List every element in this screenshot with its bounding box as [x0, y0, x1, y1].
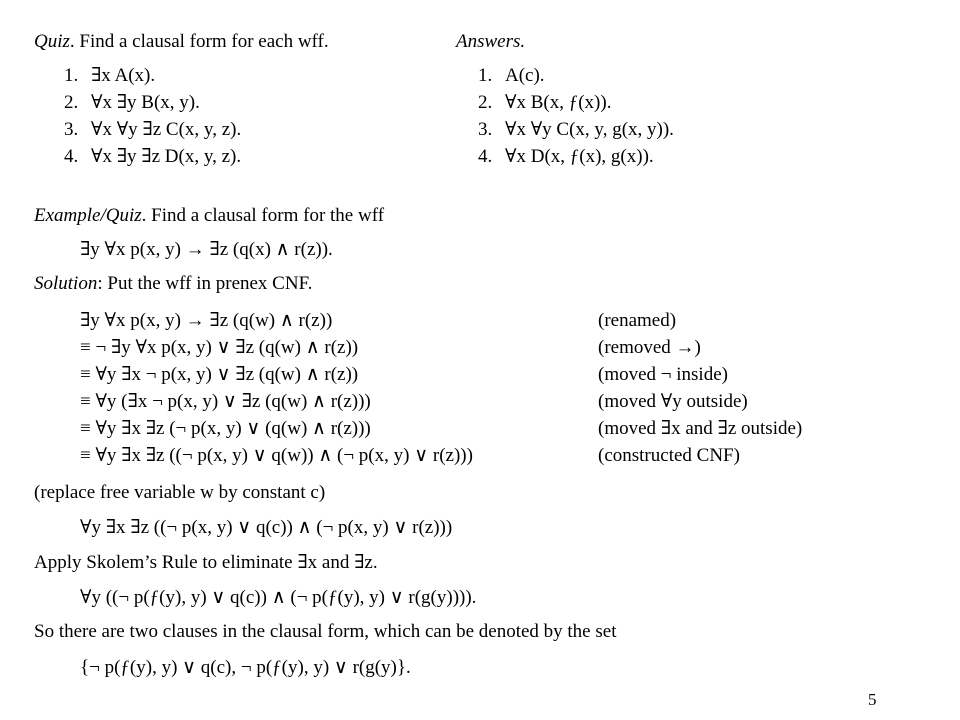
derivation-step-formula: ≡ ∀y ∃x ∃z ((¬ p(x, y) ∨ q(w)) ∧ (¬ p(x, y) ∨ r(z))): [80, 445, 473, 466]
quiz-item-formula: ∀x ∃y B(x, y).: [91, 92, 200, 113]
quiz-heading: [34, 30, 329, 54]
quiz-item-formula: ∀x ∀y ∃z C(x, y, z).: [91, 119, 242, 140]
clause-set: {¬ p(ƒ(y), y) ∨ q(c), ¬ p(ƒ(y), y) ∨ r(g(y)}.: [80, 657, 411, 678]
skolem-text: Apply Skolem’s Rule to eliminate ∃x and ∃z.: [34, 552, 378, 573]
quiz-heading-label: Quiz: [34, 31, 70, 52]
answer-item-formula: A(c).: [505, 65, 545, 86]
quiz-item-number: 3.: [64, 119, 79, 140]
answer-item-number: 2.: [478, 92, 493, 113]
quiz-item-number: 4.: [64, 146, 79, 167]
answer-item-formula: ∀x D(x, ƒ(x), g(x)).: [505, 146, 654, 167]
answers-heading-label: Answers.: [456, 31, 526, 52]
example-heading-label: Example/Quiz: [34, 205, 142, 226]
solution-heading-text: : Put the wff in prenex CNF.: [97, 273, 313, 294]
example-heading: [34, 204, 384, 228]
derivation-step-formula: ≡ ∀y (∃x ¬ p(x, y) ∨ ∃z (q(w) ∧ r(z))): [80, 391, 371, 412]
answer-item-formula: ∀x B(x, ƒ(x)).: [505, 92, 612, 113]
solution-heading-label: Solution: [34, 273, 98, 294]
derivation-step-note: (constructed CNF): [598, 445, 740, 466]
replaced-formula: ∀y ∃x ∃z ((¬ p(x, y) ∨ q(c)) ∧ (¬ p(x, y) ∨ r(z))): [80, 517, 453, 538]
replace-variable-text: (replace free variable w by constant c): [34, 482, 326, 503]
quiz-heading-text: . Find a clausal form for each wff.: [69, 31, 329, 52]
derivation-step-note: (renamed): [598, 310, 677, 331]
solution-heading: [34, 272, 312, 296]
answer-item-number: 4.: [478, 146, 493, 167]
quiz-item-formula: ∀x ∃y ∃z D(x, y, z).: [91, 146, 242, 167]
quiz-item-formula: ∃x A(x).: [91, 65, 156, 86]
derivation-step-formula: ≡ ∀y ∃x ¬ p(x, y) ∨ ∃z (q(w) ∧ r(z)): [80, 364, 359, 385]
answer-item: [478, 91, 611, 115]
derivation-step-note: (moved ¬ inside): [598, 364, 728, 385]
quiz-item-number: 2.: [64, 92, 79, 113]
answer-item: [478, 118, 674, 142]
example-heading-text: . Find a clausal form for the wff: [141, 205, 385, 226]
answer-item-number: 3.: [478, 119, 493, 140]
page-number: 5: [868, 690, 877, 709]
derivation-step-formula: ≡ ∀y ∃x ∃z (¬ p(x, y) ∨ (q(w) ∧ r(z))): [80, 418, 371, 439]
conclusion-text: So there are two clauses in the clausal form, which can be denoted by the set: [34, 621, 617, 642]
quiz-item: [64, 64, 155, 88]
answer-item-formula: ∀x ∀y C(x, y, g(x, y)).: [505, 119, 674, 140]
derivation-step-formula: ≡ ¬ ∃y ∀x p(x, y) ∨ ∃z (q(w) ∧ r(z)): [80, 337, 359, 358]
derivation-step-note: (removed →): [598, 337, 701, 358]
answers-heading: [456, 30, 525, 54]
quiz-item: [64, 91, 200, 115]
derivation-step-formula: ∃y ∀x p(x, y) → ∃z (q(w) ∧ r(z)): [80, 310, 333, 331]
answer-item: [478, 64, 545, 88]
derivation-step-note: (moved ∃x and ∃z outside): [598, 418, 803, 439]
example-wff: ∃y ∀x p(x, y) → ∃z (q(x) ∧ r(z)).: [80, 239, 333, 260]
derivation-step-note: (moved ∀y outside): [598, 391, 748, 412]
answer-item: [478, 145, 654, 169]
answer-item-number: 1.: [478, 65, 493, 86]
quiz-item: [64, 118, 241, 142]
skolem-formula: ∀y ((¬ p(ƒ(y), y) ∨ q(c)) ∧ (¬ p(ƒ(y), y) ∨ r(g(y)))).: [80, 587, 477, 608]
quiz-item-number: 1.: [64, 65, 79, 86]
quiz-item: [64, 145, 241, 169]
